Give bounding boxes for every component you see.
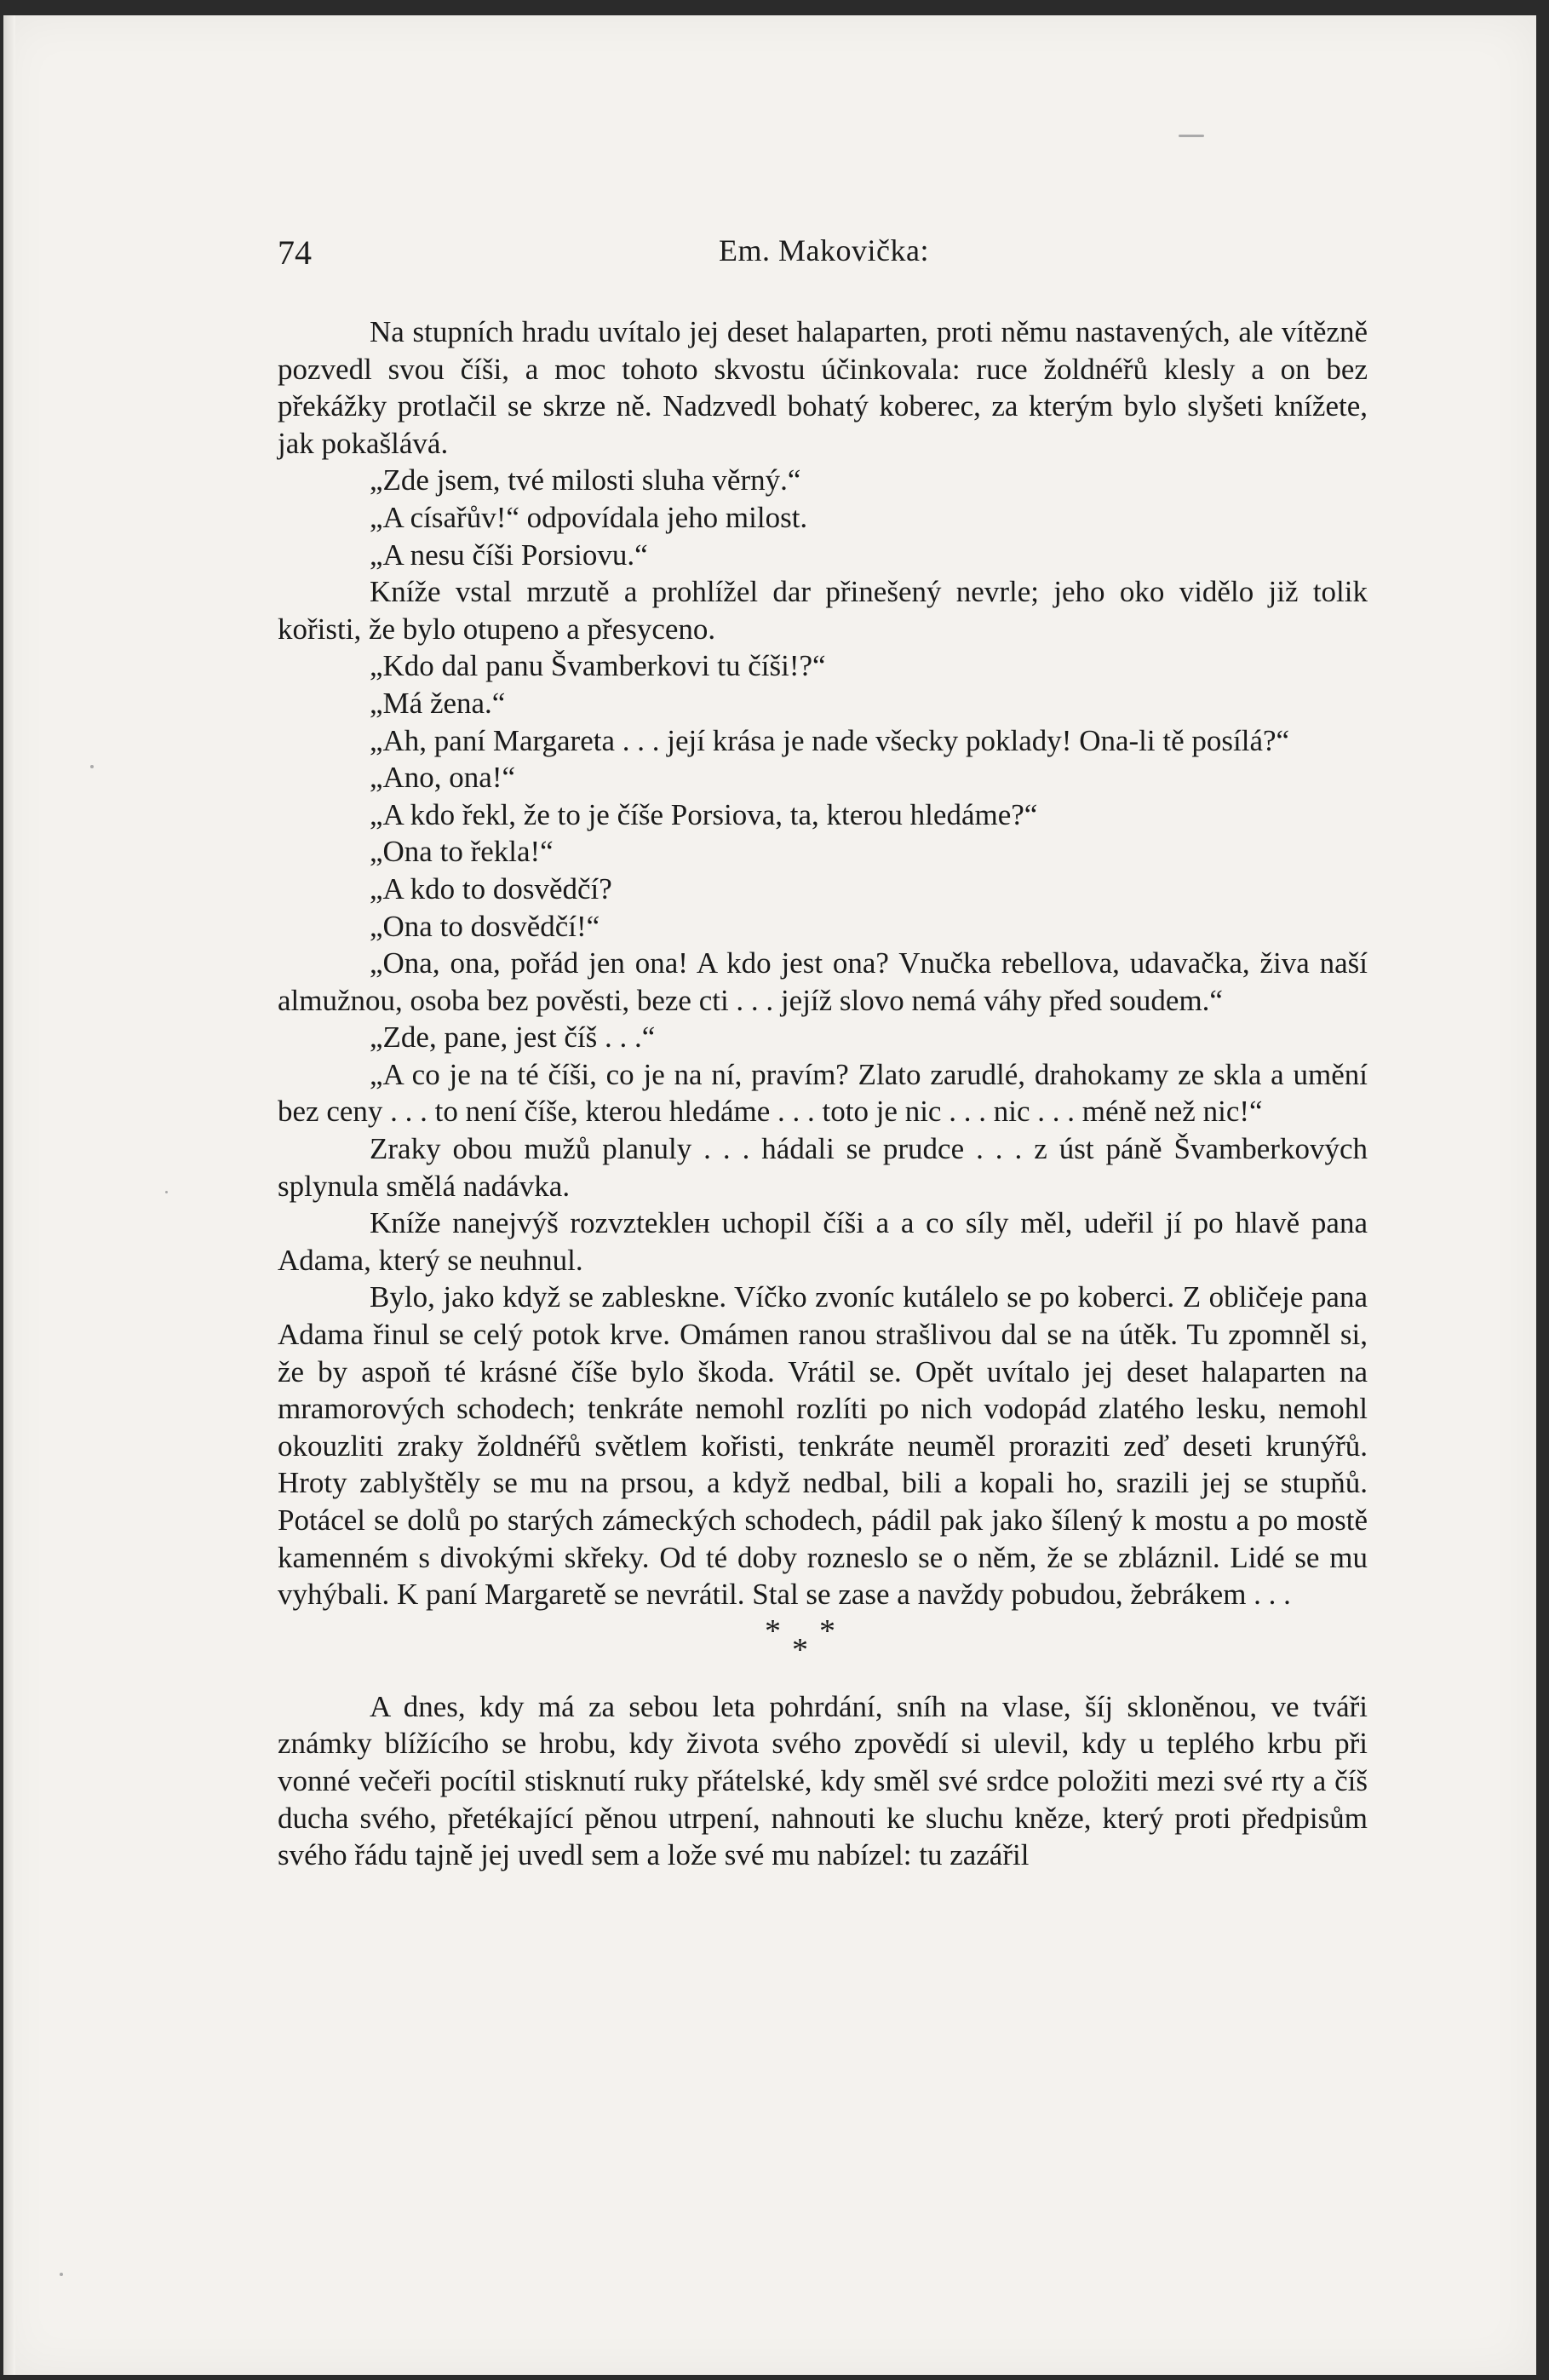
paper-speck — [90, 765, 94, 768]
page-header — [278, 233, 1376, 275]
paper-speck — [165, 1191, 168, 1193]
separator-star: * — [765, 1613, 781, 1649]
paragraph: „A nesu číši Porsiovu.“ — [370, 538, 648, 572]
paragraph: Kníže nanejvýš rozvztekleн uchopil číši a a co síly měl, udeřil jí po hlavě pana Adama, který se neuhnul. — [278, 1206, 1368, 1277]
paragraph: „Ona to řekla!“ — [370, 835, 554, 869]
paragraph: Na stupních hradu uvítalo jej deset halaparten, proti němu nastavených, ale vítězně pozvedl svou číši, a moc tohoto skvostu účinkovala: ruce žoldnéřů klesly a on bez překážky protlačil se skrze ně. Nadzvedl bohatý koberec, za kterým bylo slyšeti knížete, jak pokašlává. — [278, 315, 1368, 460]
book-page — [3, 15, 1536, 2375]
paragraph: „Ano, ona!“ — [370, 761, 516, 795]
paragraph: „A kdo to dosvědčí? — [370, 871, 612, 905]
paragraph: „A co je na té číši, co je na ní, pravím? Zlato zarudlé, drahokamy ze skla a umění bez ceny . . . to není číše, kterou hledáme . . . toto je nic . . . nic . . . méně než nic!“ — [278, 1057, 1368, 1129]
paragraph: „Ona, ona, pořád jen ona! A kdo jest ona? Vnučka rebellova, udavačka, živa naší almužnou, osoba bez pověsti, beze cti . . . jejíž slovo nemá váhy před soudem.“ — [278, 946, 1368, 1017]
paragraph: Zraky obou mužů planuly . . . hádali se prudce . . . z úst páně Švamberkových splynula smělá nadávka. — [278, 1132, 1368, 1203]
running-head: Em. Makovička: — [719, 233, 929, 267]
paragraph: „Kdo dal panu Švamberkovi tu číši!?“ — [370, 649, 826, 683]
paragraph: „Má žena.“ — [370, 686, 506, 720]
paragraph: Bylo, jako když se zableskne. Víčko zvoníc kutálelo se po koberci. Z obličeje pana Adama řinul se celý potok krve. Omámen ranou strašlivou dal se na útěk. Tu zpomněl si, že by aspoň té krásné číše bylo škoda. Vrátil se. Opět uvítalo jej deset halaparten na mramorových schodech; tenkráte nemohl rozlíti po nich vodopád zlatého lesku, nemohl okouzliti zraky žoldnéřů světlem kořisti, tenkráte neuměl proraziti zeď deseti krunýřů. Hroty zablyštěly se mu na prsou, a když nedbal, bili a kopali ho, srazili jej se stupňů. Potácel se dolů po starých zámeckých schodech, pádil pak jako šílený k mostu a po mostě kamenném s divokými skřeky. Od té doby rozneslo se o něm, že se zbláznil. Lidé se mu vyhýbali. K paní Margaretě se nevrátil. Stal se zase a navždy pobudou, žebrákem . . . — [278, 1280, 1368, 1612]
separator-star: * — [792, 1631, 808, 1668]
paragraph: A dnes, kdy má za sebou leta pohrdání, sníh na vlase, šíj skloněnou, ve tváři známky blížícího se hrobu, kdy života svého zpovědí si ulevil, kdy u teplého krbu při vonné večeři pocítil stisknutí ruky přátelské, kdy směl své srdce položiti mezi své rty a číš ducha svého, přetékající pěnou utrpení, nahnouti ke sluchu kněze, který proti předpisům svého řádu tajně jej uvedl sem a lože své mu nabízel: tu zazářil — [278, 1689, 1368, 1872]
paragraph: „Ah, paní Margareta . . . její krása je nade všecky poklady! Ona-li tě posílá?“ — [370, 723, 1290, 757]
paragraph: „A kdo řekl, že to je číše Porsiova, ta, kterou hledáme?“ — [370, 797, 1038, 831]
section-separator — [278, 1613, 1368, 1688]
paper-speck — [1179, 135, 1204, 137]
paper-speck — [60, 2273, 63, 2276]
paragraph: „Ona to dosvědčí!“ — [370, 909, 600, 943]
paragraph: „Zde, pane, jest číš . . .“ — [370, 1020, 656, 1055]
paragraph: Kníže vstal mrzutě a prohlížel dar přinešený nevrle; jeho oko vidělo již tolik kořisti, že bylo otupeno a přesyceno. — [278, 575, 1368, 646]
page-edge-shadow — [3, 15, 15, 2375]
paragraph: „Zde jsem, tvé milosti sluha věrný.“ — [370, 463, 801, 497]
paragraph: „A císařův!“ odpovídala jeho milost. — [370, 500, 808, 534]
separator-star: * — [819, 1613, 835, 1649]
page-number: 74 — [278, 233, 312, 272]
body-text — [278, 313, 1368, 1874]
